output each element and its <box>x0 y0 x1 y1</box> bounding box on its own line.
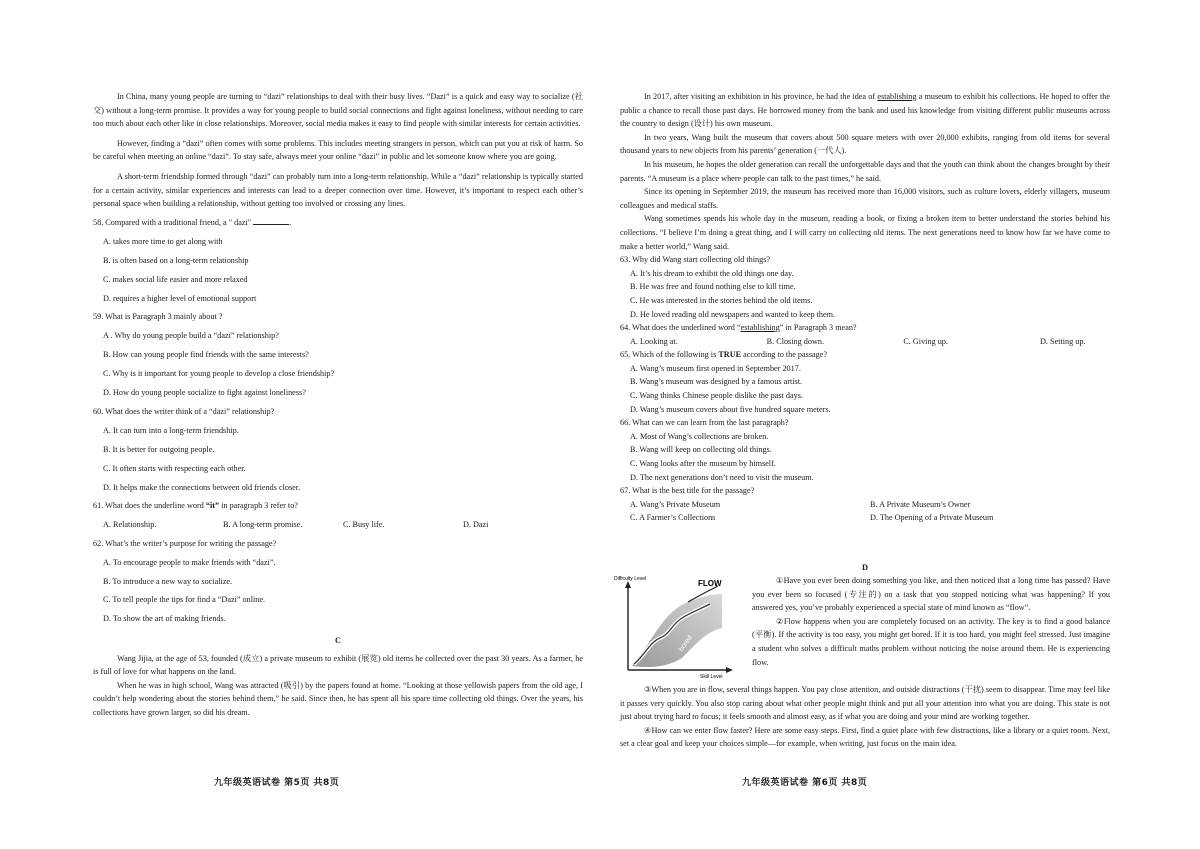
passage-b-para-2: However, finding a “dazi” often comes with some problems. This includes meeting strangers in person, which can put you at risk of harm. So be careful when meeting an online “dazi”. To stay safe, always meet your online “dazi” in public and let someone know where you are going. <box>93 138 583 162</box>
question-stem: 66. What can we can learn from the last paragraph? <box>620 418 789 428</box>
flow-label: FLOW <box>698 579 722 588</box>
question-62 <box>93 537 583 627</box>
passage-c-para-2: When he was in high school, Wang was attracted (吸引) by the papers found at home. “Looking at those yellowish papers from the old age, I couldn’t help wondering about the stories behind them,” he said. Since then, he has spent all his spare time collecting old things. Over the years, his collections have grown larger, so did his dream. <box>93 680 583 718</box>
option-c: C. To tell people the tips for find a “Dazi” online. <box>103 595 266 605</box>
option-a: A . Why do young people build a “dazi” relationship? <box>103 331 279 341</box>
option-d: D. requires a higher level of emotional support <box>103 293 257 303</box>
x-axis-label: Skill Level <box>700 674 723 680</box>
option-c: C. Busy life. <box>343 519 385 529</box>
x-axis-arrow <box>726 667 733 673</box>
passage-d-para-3: ③When you are in flow, several things happen. You pay close attention, and outside distractions (干扰) seem to disappear. Time may feel like it passes very quickly. You also stop caring about what other people might think and put all your attention into what you are doing. This state is not just about trying hard to focus; it feels smooth and almost easy, as if what you are doing and your mind are working together. <box>620 685 1110 722</box>
option-c: C. He was interested in the stories behind the old items. <box>630 295 813 305</box>
section-d-heading: D <box>862 563 869 572</box>
passage-b-para-1: In China, many young people are turning to “dazi” relationships to deal with their busy lives. “Dazi” is a quick and easy way to socialize (社交) without a long-term promise. It provides a way for young people to build social connections and fight against loneliness, without needing to care too much about each other like in close relationships. Moreover, social media makes it easy to find people with similar interests for certain activities. <box>93 92 583 129</box>
option-c: C. It often starts with respecting each other. <box>103 463 246 473</box>
question-stem: 67. What is the best title for the passage? <box>620 486 755 496</box>
option-c: C. A Farmer’s Collections <box>630 513 716 523</box>
passage-c-para-5: In his museum, he hopes the older generation can recall the unforgettable days and that the youth can think about the changes brought by their parents. “A museum is a place where people can talk to the past times,” he said. <box>620 159 1110 183</box>
question-stem: 65. Which of the following is TRUE according to the passage? <box>620 350 828 360</box>
question-61 <box>93 499 583 531</box>
left-page-footer: 九年级英语试卷 第5页 共8页 <box>214 778 340 788</box>
question-65 <box>620 348 1110 416</box>
right-page-footer: 九年级英语试卷 第6页 共8页 <box>742 778 868 788</box>
option-d: D. He loved reading old newspapers and wanted to keep them. <box>630 309 836 319</box>
passage-b-para-3: A short-term friendship formed through “dazi” can probably turn into a long-term relationship. While a “dazi” relationship is typically started for a certain activity, similar experiences and interests can lead to a deeper connection over time. However, it’s important to respect each other’s personal space when building a relationship, without getting too involved or crossing any lines. <box>93 171 583 209</box>
option-c: C. Wang thinks Chinese people dislike the past days. <box>630 391 803 401</box>
right-page <box>620 90 1110 525</box>
option-d: D. Wang’s museum covers about five hundred square meters. <box>630 404 831 414</box>
stressed-label: Stressed <box>639 604 662 632</box>
option-b: B. He was free and found nothing else to kill time. <box>630 282 796 292</box>
question-stem: 59. What is Paragraph 3 mainly about ? <box>93 312 223 322</box>
question-60 <box>93 405 583 495</box>
question-59 <box>93 310 583 400</box>
question-stem: 62. What’s the writer’s purpose for writing the passage? <box>93 538 277 548</box>
question-64 <box>620 321 1110 348</box>
option-b: B. A long-term promise. <box>223 519 303 529</box>
option-a: A. To encourage people to make friends with “dazi”. <box>103 557 276 567</box>
option-a: A. Most of Wang’s collections are broken. <box>630 431 769 441</box>
question-66 <box>620 416 1110 484</box>
option-a: A. It’s his dream to exhibit the old things one day. <box>630 268 794 278</box>
question-stem: 61. What does the underline word “it” in paragraph 3 refer to? <box>93 501 298 511</box>
option-d: D. The Opening of a Private Museum <box>870 513 994 523</box>
option-c: C. Giving up. <box>903 336 948 346</box>
passage-d-para-2: ②Flow happens when you are completely focused on an activity. The key is to find a good balance (平衡). If the activity is too easy, you might get bored. If it is too hard, you might feel stressed. Just imagine a student who solves a difficult maths problem without noticing the noise around them. He is experiencing flow. <box>752 616 1110 667</box>
option-b: B. A Private Museum’s Owner <box>870 499 971 509</box>
option-b: B. Wang’s museum was designed by a famous artist. <box>630 377 803 387</box>
option-c: C. Wang looks after the museum by himself. <box>630 459 776 469</box>
bored-label: bored <box>677 634 694 654</box>
option-d: D. Setting up. <box>1040 336 1086 346</box>
option-c: C. Why is it important for young people to develop a close friendship? <box>103 369 335 379</box>
option-d: D. The next generations don’t need to visit the museum. <box>630 472 814 482</box>
passage-c-para-1: Wang Jijia, at the age of 53, founded (成立) a private museum to exhibit (展览) old items he collected over the past 30 years. As a farmer, he is full of love for what happens on the land. <box>93 653 583 677</box>
passage-c-para-4: In two years, Wang built the museum that covers about 500 square meters with over 20,000 exhibits, ranging from old items for several thousand years to new objects from his parents’ generation (一代人). <box>620 132 1110 156</box>
option-b: B. Closing down. <box>766 336 824 346</box>
y-axis-arrow <box>625 581 631 588</box>
option-c: C. makes social life easier and more relaxed <box>103 274 248 284</box>
passage-d-para-4: ④How can we enter flow faster? Here are some easy steps. First, find a quiet place with few distractions, like a library or a quiet room. Next, set a clear goal and keep your choices simple—for example, when writing, just focus on the main idea. <box>620 725 1110 749</box>
option-a: A. It can turn into a long-term friendship. <box>103 425 239 435</box>
question-stem: 58. Compared with a traditional friend, a " dazi" <box>93 217 254 227</box>
question-67 <box>620 484 1110 525</box>
flow-diagram <box>610 572 738 682</box>
option-b: B. is often based on a long-term relationship <box>103 255 249 265</box>
option-a: A. Wang’s museum first opened in September 2017. <box>630 363 801 373</box>
option-a: A. Looking at. <box>630 336 678 346</box>
passage-c-para-3: In 2017, after visiting an exhibition in his province, he had the idea of establishing a museum to exhibit his collections. He hoped to offer the public a chance to recall those past days. He borrowed money from the bank and used his knowledge from visiting different public museums across the country to design (设计) his own museum. <box>620 92 1110 129</box>
option-d: D. To show the art of making friends. <box>103 614 226 624</box>
passage-c-para-7: Wang sometimes spends his whole day in the museum, reading a book, or fixing a broken item to better understand the stories behind his collections. “I believe I’m doing a great thing, and I will carry on collecting old items. The next generations need to know how far we have come to make a better world,” Wang said. <box>620 214 1110 251</box>
question-58: 58. Compared with a traditional friend, a " dazi" . A. takes more time to get along with B. is often based on a long-term relationship C. makes social life easier and more relaxed D. requires a higher level of emotional support <box>93 216 583 306</box>
question-63 <box>620 253 1110 321</box>
option-a: A. Relationship. <box>103 519 157 529</box>
question-stem: 60. What does the writer think of a “dazi” relationship? <box>93 406 275 416</box>
question-stem: 63. Why did Wang start collecting old things? <box>620 255 771 265</box>
question-stem: 64. What does the underlined word “establishing” in Paragraph 3 mean? <box>620 323 857 333</box>
option-a: A. takes more time to get along with <box>103 236 223 246</box>
answer-blank <box>253 224 289 225</box>
passage-d-para-1: ①Have you ever been doing something you like, and then noticed that a long time has passed? Have you ever been so focused (专注的) on a task that you stopped noticing what was happening? If you answered yes, you’ve probably experienced a special state of mind known as “flow”. <box>752 576 1110 613</box>
option-d: D. How do young people socialize to fight against loneliness? <box>103 388 306 398</box>
option-b: B. How can young people find friends with the same interests? <box>103 350 309 360</box>
option-b: B. Wang will keep on collecting old things. <box>630 445 772 455</box>
option-b: B. It is better for outgoing people. <box>103 444 215 454</box>
left-page <box>93 90 583 720</box>
option-d: D. Dazi <box>463 519 489 529</box>
option-d: D. It helps make the connections between old friends closer. <box>103 482 301 492</box>
passage-d-full <box>620 683 1110 751</box>
y-axis-label: Difficulty Level <box>614 576 647 582</box>
option-a: A. Wang’s Private Museum <box>630 499 721 509</box>
passage-d-side <box>752 574 1110 669</box>
passage-c-para-6: Since its opening in September 2019, the museum has received more than 16,000 visitors, such as culture lovers, elderly villagers, museum colleagues and medical staffs. <box>620 187 1110 210</box>
option-b: B. To introduce a new way to socialize. <box>103 576 233 586</box>
section-c-heading: C <box>335 636 341 646</box>
